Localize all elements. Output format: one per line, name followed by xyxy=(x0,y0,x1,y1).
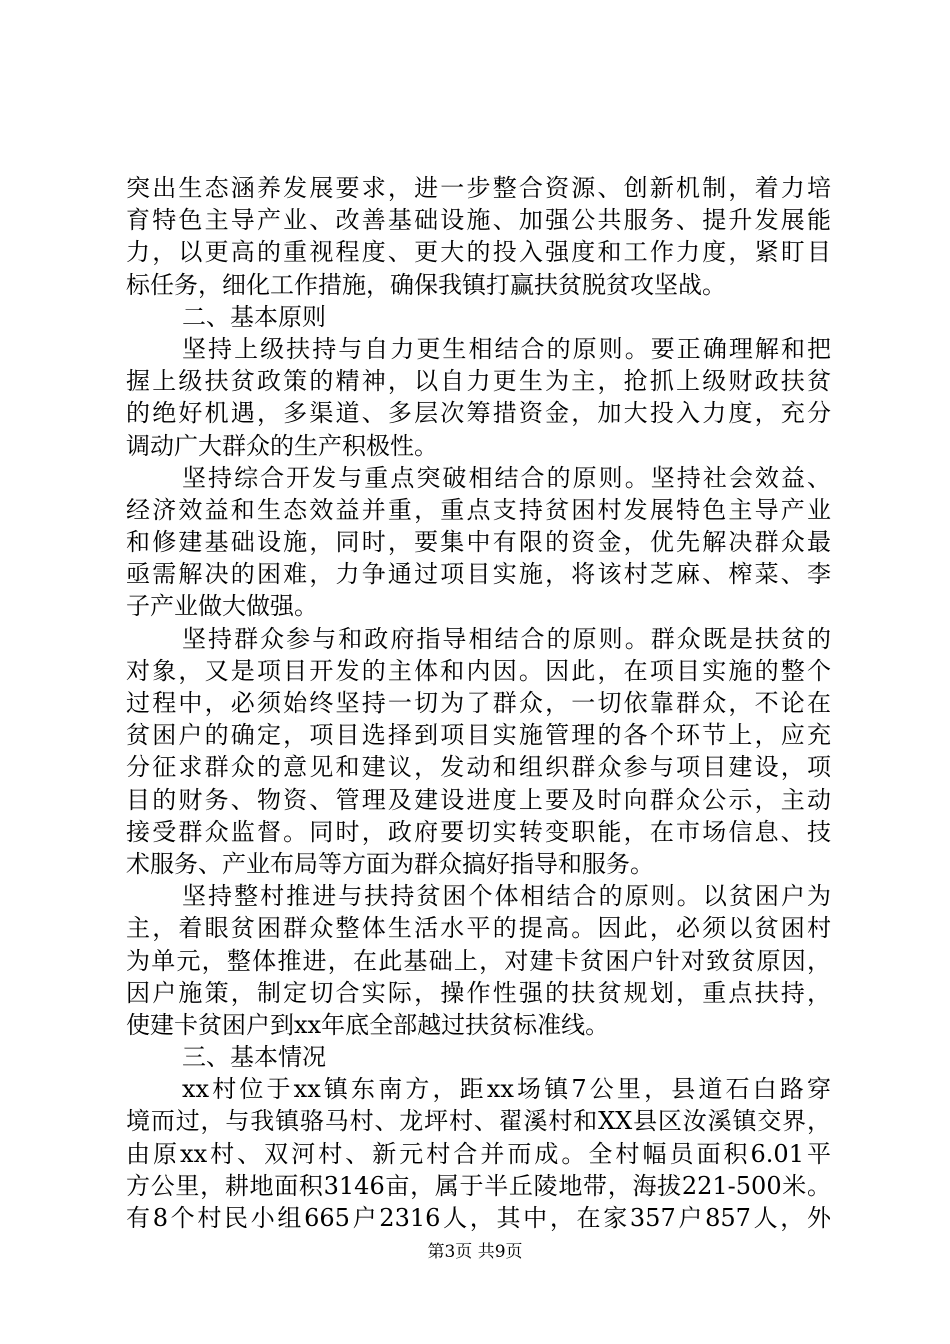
text-line: 育特色主导产业、改善基础设施、加强公共服务、提升发展能 xyxy=(126,206,831,235)
text-line: 由原xx村、双河村、新元村合并而成。全村幅员面积6.01平 xyxy=(126,1139,831,1168)
text-line: 力，以更高的重视程度、更大的投入强度和工作力度，紧盯目 xyxy=(126,238,831,267)
text-line: 握上级扶贫政策的精神，以自力更生为主，抢抓上级财政扶贫 xyxy=(126,367,831,396)
text-line: 主，着眼贫困群众整体生活水平的提高。因此，必须以贫困村 xyxy=(126,914,831,943)
text-line: 子产业做大做强。 xyxy=(126,592,318,621)
text-line: 对象，又是项目开发的主体和内因。因此，在项目实施的整个 xyxy=(126,656,831,685)
text-line: 使建卡贫困户到xx年底全部越过扶贫标准线。 xyxy=(126,1010,610,1039)
text-line: 的绝好机遇，多渠道、多层次筹措资金，加大投入力度，充分 xyxy=(126,399,831,428)
text-line: 贫困户的确定，项目选择到项目实施管理的各个环节上，应充 xyxy=(126,721,831,750)
text-line: 标任务，细化工作措施，确保我镇打赢扶贫脱贫攻坚战。 xyxy=(126,270,726,299)
text-line: 坚持群众参与和政府指导相结合的原则。群众既是扶贫的 xyxy=(182,624,831,653)
text-line: 目的财务、物资、管理及建设进度上要及时向群众公示，主动 xyxy=(126,785,831,814)
text-line: 调动广大群众的生产积极性。 xyxy=(126,431,438,460)
text-line: 因户施策，制定切合实际，操作性强的扶贫规划，重点扶持， xyxy=(126,978,831,1007)
text-line: 突出生态涵养发展要求，进一步整合资源、创新机制，着力培 xyxy=(126,174,831,202)
text-line: 二、基本原则 xyxy=(182,302,326,331)
text-line: 术服务、产业布局等方面为群众搞好指导和服务。 xyxy=(126,849,654,878)
text-line: xx村位于xx镇东南方，距xx场镇7公里，县道石白路穿 xyxy=(182,1075,831,1104)
text-line: 分征求群众的意见和建议，发动和组织群众参与项目建设，项 xyxy=(126,753,831,782)
text-line: 为单元，整体推进，在此基础上，对建卡贫困户针对致贫原因， xyxy=(126,946,831,975)
text-line: 过程中，必须始终坚持一切为了群众，一切依靠群众，不论在 xyxy=(126,689,831,717)
text-line: 亟需解决的困难，力争通过项目实施，将该村芝麻、榨菜、李 xyxy=(126,560,831,589)
document-body xyxy=(126,172,831,1234)
text-line: 和修建基础设施，同时，要集中有限的资金，优先解决群众最 xyxy=(126,528,831,557)
text-line: 坚持整村推进与扶持贫困个体相结合的原则。以贫困户为 xyxy=(182,882,831,911)
text-line: 接受群众监督。同时，政府要切实转变职能，在市场信息、技 xyxy=(126,817,831,846)
page-footer: 第3页 共9页 xyxy=(427,1242,523,1262)
text-line: 坚持综合开发与重点突破相结合的原则。坚持社会效益、 xyxy=(182,463,831,492)
text-line: 三、基本情况 xyxy=(182,1043,326,1072)
text-line: 方公里，耕地面积3146亩，属于半丘陵地带，海拔221-500米。 xyxy=(126,1171,831,1200)
text-line: 经济效益和生态效益并重，重点支持贫困村发展特色主导产业 xyxy=(126,495,831,524)
text-line: 坚持上级扶持与自力更生相结合的原则。要正确理解和把 xyxy=(182,334,831,363)
text-line: 有8个村民小组665户2316人，其中，在家357户857人，外 xyxy=(126,1204,831,1232)
text-line: 境而过，与我镇骆马村、龙坪村、翟溪村和XX县区汝溪镇交界， xyxy=(126,1107,831,1136)
